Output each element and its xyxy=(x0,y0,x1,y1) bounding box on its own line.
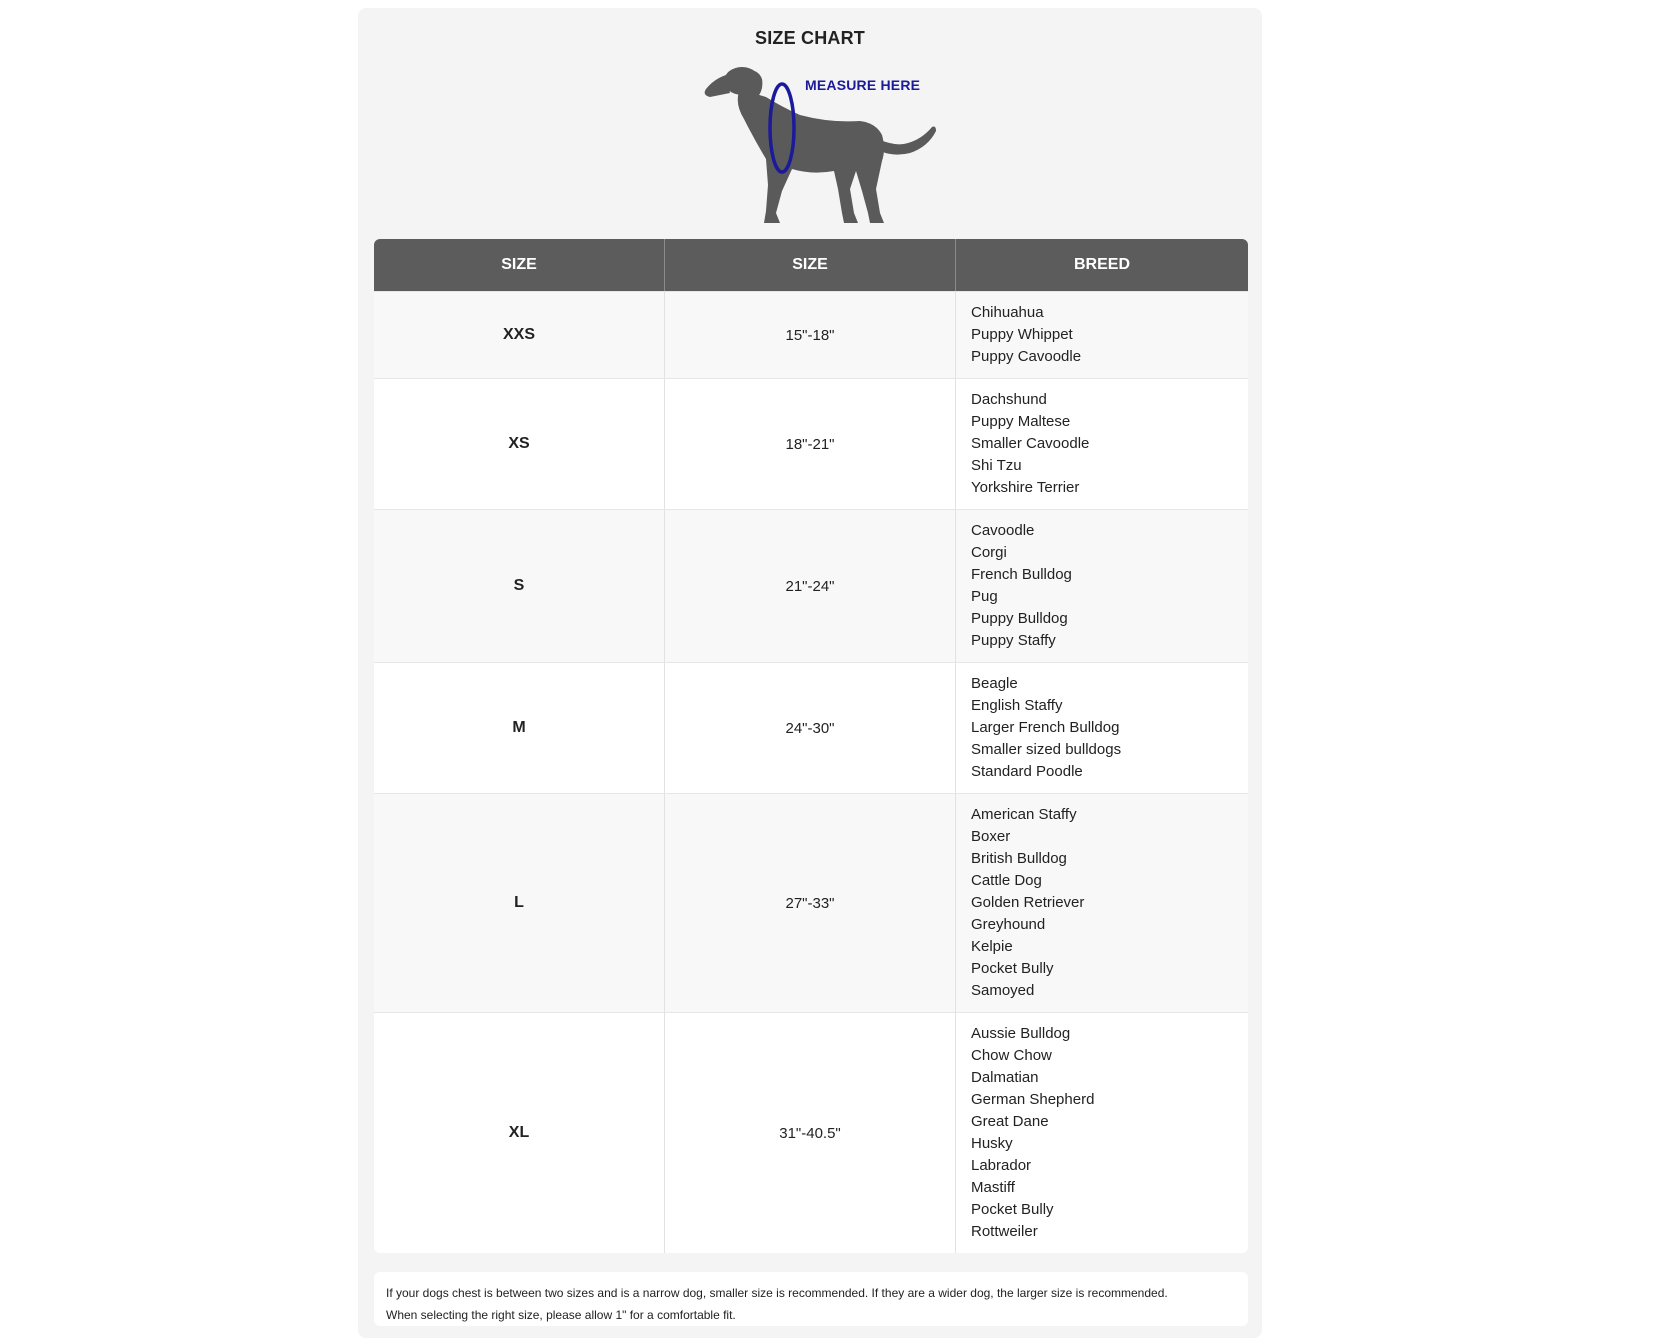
header-size-range: SIZE xyxy=(665,239,956,291)
table-row xyxy=(374,378,1248,509)
breed-item: Beagle xyxy=(971,675,1018,692)
measure-here-label: MEASURE HERE xyxy=(805,77,921,93)
breed-item: Yorkshire Terrier xyxy=(971,479,1080,496)
breed-cell xyxy=(956,794,1248,1012)
table-row xyxy=(374,1012,1248,1253)
breed-item: Smaller sized bulldogs xyxy=(971,741,1122,758)
size-range-cell: 21"-24" xyxy=(665,510,956,662)
header-breed: BREED xyxy=(1073,256,1130,273)
size-cell: XXS xyxy=(374,292,665,378)
breed-item: Puppy Cavoodle xyxy=(971,348,1082,365)
sizing-notes xyxy=(374,1272,1248,1326)
breed-item: Rottweiler xyxy=(971,1223,1038,1240)
breed-item: Standard Poodle xyxy=(971,763,1083,780)
breed-item: Cavoodle xyxy=(971,522,1035,539)
breed-list xyxy=(971,302,1081,368)
table-row xyxy=(374,509,1248,662)
header-size: SIZE xyxy=(374,239,665,291)
breed-cell xyxy=(956,292,1248,378)
breed-item: Labrador xyxy=(971,1157,1032,1174)
breed-item: German Shepherd xyxy=(971,1091,1095,1108)
page-title: SIZE CHART xyxy=(755,28,865,48)
sizing-note-line-1: If your dogs chest is between two sizes and is a narrow dog, smaller size is recommended. If they are a wider dog, the larger size is recommended. xyxy=(386,1286,1168,1300)
breed-item: Samoyed xyxy=(971,982,1035,999)
breed-item: Cattle Dog xyxy=(971,872,1042,889)
breed-item: English Staffy xyxy=(971,697,1063,714)
breed-item: American Staffy xyxy=(971,806,1077,823)
size-cell: XL xyxy=(374,1013,665,1253)
breed-item: Corgi xyxy=(971,544,1007,561)
breed-item: Smaller Cavoodle xyxy=(971,435,1090,452)
size-cell: S xyxy=(374,510,665,662)
breed-item: Dalmatian xyxy=(971,1069,1039,1086)
size-cell: M xyxy=(374,663,665,793)
size-cell: L xyxy=(374,794,665,1012)
breed-item: Larger French Bulldog xyxy=(971,719,1120,736)
breed-item: Golden Retriever xyxy=(971,894,1085,911)
size-range-cell: 24"-30" xyxy=(665,663,956,793)
breed-item: French Bulldog xyxy=(971,566,1072,583)
size-range-cell: 31"-40.5" xyxy=(665,1013,956,1253)
breed-item: Aussie Bulldog xyxy=(971,1025,1071,1042)
breed-item: Chihuahua xyxy=(971,304,1044,321)
table-header xyxy=(374,239,1248,291)
breed-item: Husky xyxy=(971,1135,1013,1152)
table-row xyxy=(374,662,1248,793)
breed-item: Kelpie xyxy=(971,938,1013,955)
breed-list xyxy=(971,520,1072,652)
breed-item: Boxer xyxy=(971,828,1011,845)
size-range-cell: 18"-21" xyxy=(665,379,956,509)
breed-cell xyxy=(956,510,1248,662)
size-range-cell: 15"-18" xyxy=(665,292,956,378)
breed-item: British Bulldog xyxy=(971,850,1067,867)
breed-cell xyxy=(956,1013,1248,1253)
breed-item: Shi Tzu xyxy=(971,457,1022,474)
size-table xyxy=(374,239,1248,1253)
breed-item: Mastiff xyxy=(971,1179,1015,1196)
breed-list xyxy=(971,673,1121,783)
size-chart-card xyxy=(358,8,1262,1338)
size-cell: XS xyxy=(374,379,665,509)
breed-list xyxy=(971,1023,1094,1243)
breed-item: Puppy Whippet xyxy=(971,326,1073,343)
breed-item: Pocket Bully xyxy=(971,1201,1054,1218)
breed-item: Dachshund xyxy=(971,391,1047,408)
sizing-note-line-2: When selecting the right size, please allow 1" for a comfortable fit. xyxy=(386,1308,736,1322)
breed-item: Puppy Maltese xyxy=(971,413,1071,430)
breed-cell xyxy=(956,379,1248,509)
breed-item: Chow Chow xyxy=(971,1047,1052,1064)
breed-list xyxy=(971,389,1089,499)
breed-item: Pug xyxy=(971,588,998,605)
breed-item: Great Dane xyxy=(971,1113,1049,1130)
breed-item: Puppy Staffy xyxy=(971,632,1056,649)
breed-list xyxy=(971,804,1084,1002)
size-range-cell: 27"-33" xyxy=(665,794,956,1012)
breed-item: Greyhound xyxy=(971,916,1046,933)
breed-item: Puppy Bulldog xyxy=(971,610,1068,627)
breed-cell xyxy=(956,663,1248,793)
table-row xyxy=(374,793,1248,1012)
breed-item: Pocket Bully xyxy=(971,960,1054,977)
table-row xyxy=(374,291,1248,378)
table-body xyxy=(374,291,1248,1253)
